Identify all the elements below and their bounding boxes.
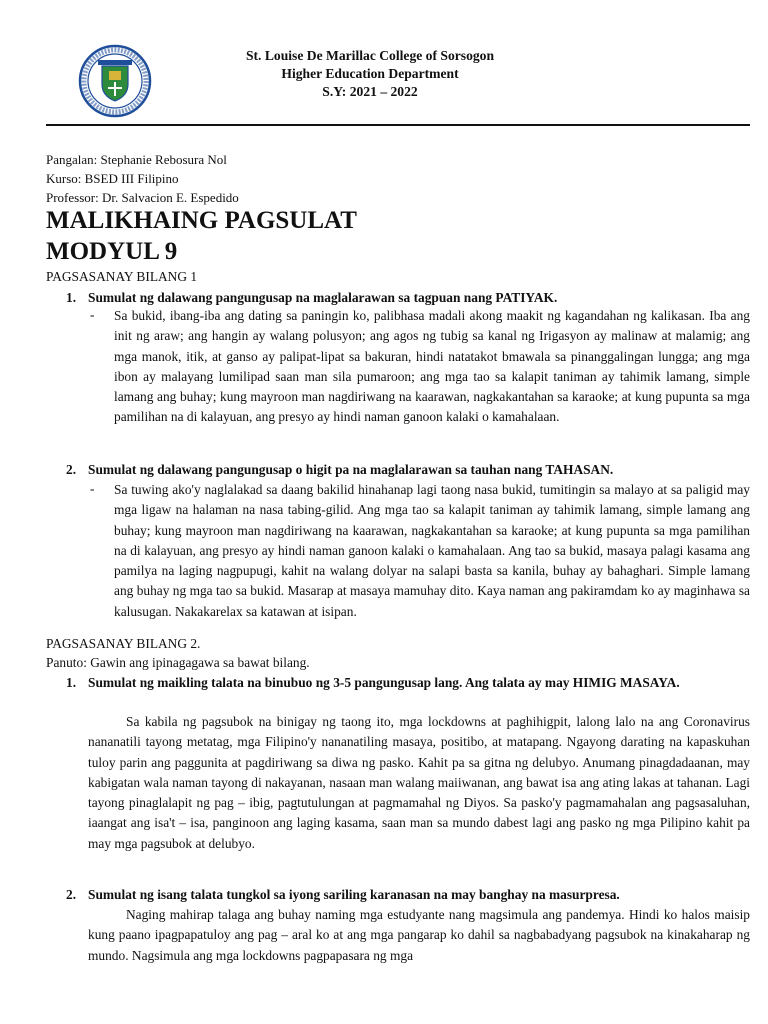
school-year: S.Y: 2021 – 2022: [322, 84, 418, 99]
exercise-2-instruction: Panuto: Gawin ang ipinagagawa sa bawat bilang.: [46, 655, 310, 670]
exercise-2-heading: PAGSASANAY BILANG 2.: [46, 636, 201, 651]
exercise-2-item-2-answer: Naging mahirap talaga ang buhay naming mga estudyante nang magsimula ang pandemya. Hindi ko halos maisip kung paano ipagpapatuloy ang pag – aral ko at ang mga pangarap ko dahil sa nagbabadyang pagsubok na kinakaharap ng mundo. Nagsimula ang mga lockdowns pagpapasara ng mga: [88, 907, 750, 963]
professor-name: Professor: Dr. Salvacion E. Espedido: [46, 190, 239, 205]
item-number: 1.: [66, 290, 77, 305]
student-info: [46, 150, 239, 207]
bullet-dash: -: [90, 307, 95, 322]
school-name: St. Louise De Marillac College of Sorsogon: [245, 48, 495, 63]
school-header: [160, 47, 580, 101]
exercise-2-item-1-answer: Sa kabila ng pagsubok na binigay ng taong ito, mga lockdowns at paghihigpit, lalong lalo na ang Coronavirus nananatili tayong metatag, mga Filipino'y nananatiling masaya, positibo, at matapang. Ngayong darating na kapaskuhan tuloy parin ang paggunita at pagdiriwang sa diwa ng pasko. Kahit pa sa gitna ng delubyo. Anumang pinagdadaanan, may kabigatan wala naman tayong di nakayanan, nasaan man walang maiiwanan, ang bawat isa ang ating lakas at tahanan. Lagi tayong pinaglalapit ng pag – ibig, pagtutulungan at pagmamahal ng Diyos. Sa pasko'y pagmamahalan ang pagsasaluhan, iaangat ang isa't – isa, panginoon ang laging kasama, saan man sa mundo dabest lagi ang pasko ng mga Pilipino kahit pa may mga pagsubok at delubyo.: [88, 714, 750, 851]
exercise-1-heading: PAGSASANAY BILANG 1: [46, 269, 198, 284]
exercise-1-item-1-answer: Sa bukid, ibang-iba ang dating sa paningin ko, palibhasa madali akong maakit ng kagandahan ng kalikasan. Iba ang init ng araw; ang hangin ay walang polusyon; ang agos ng tubig sa kanal ng Irigasyon ay malinaw at malamig; ang mga manok, itik, at ganso ay palipat-lipat sa bakuran, hindi natatakot bmawala sa pinanggalingan lungga; ang mga ibon ay malayang lumilipad saan man sila pumaroon; ang mga tao sa kalapit taniman ay tahimik lamang, simple lamang ang buhay; kung mayroon man nagdiriwang na kaarawan, nagkakantahan sa karaoke; at kung pupunta sa mga pamilihan na di kalayuan, ang presyo ay hindi naman ganoon kalaki o kamahalaan.: [114, 308, 750, 425]
item-number: 2.: [66, 462, 77, 477]
document-title: MALIKHAING PAGSULAT: [46, 207, 357, 234]
department-name: Higher Education Department: [281, 66, 459, 81]
item-prompt-text: Sumulat ng isang talata tungkol sa iyong sariling karanasan na may banghay na masurpresa.: [88, 887, 620, 902]
school-seal-logo: [78, 44, 152, 118]
item-prompt-text: Sumulat ng dalawang pangungusap o higit pa na maglalarawan sa tauhan nang TAHASAN.: [88, 462, 614, 477]
item-prompt-text: Sumulat ng maikling talata na binubuo ng 3-5 pangungusap lang. Ang talata ay may HIMIG MASAYA.: [88, 675, 680, 690]
item-number: 1.: [66, 675, 77, 690]
module-title: MODYUL 9: [46, 238, 178, 265]
student-name: Pangalan: Stephanie Rebosura Nol: [46, 152, 227, 167]
item-prompt-text: Sumulat ng dalawang pangungusap na maglalarawan sa tagpuan nang PATIYAK.: [88, 290, 558, 305]
item-number: 2.: [66, 887, 77, 902]
header-divider: [46, 124, 750, 126]
bullet-dash: -: [90, 481, 95, 496]
student-course: Kurso: BSED III Filipino: [46, 171, 179, 186]
exercise-1-item-2-answer: Sa tuwing ako'y naglalakad sa daang bakilid hinahanap lagi taong nasa bukid, tumitingin sa malayo at sa paligid may mga ligaw na halaman na nasa tabing-gilid. Ang mga tao sa kalapit taniman ay tahimik lamang, simple lamang ang buhay; kung mayroon man nagdiriwang na kaarawan, nagkakantahan sa karaoke; at kung pupunta sa mga pamilihan na di kalayuan, ang presyo ay hindi naman ganoon kalaki o kamahalaan. Ang tao sa bukid, masaya palagi kasama ang pamilya na laging nagpupugi, kahit na walang dolyar na salapi basta sa kanila, buhay ay bahaghari. Simple lamang ang buhay ng mga tao sa bukid. Masarap at masaya mamuhay dito. Kaya naman ang pakiramdam ko ay maginhawa sa kalusugan. Nakakarelax sa katawan at isipan.: [114, 482, 750, 619]
